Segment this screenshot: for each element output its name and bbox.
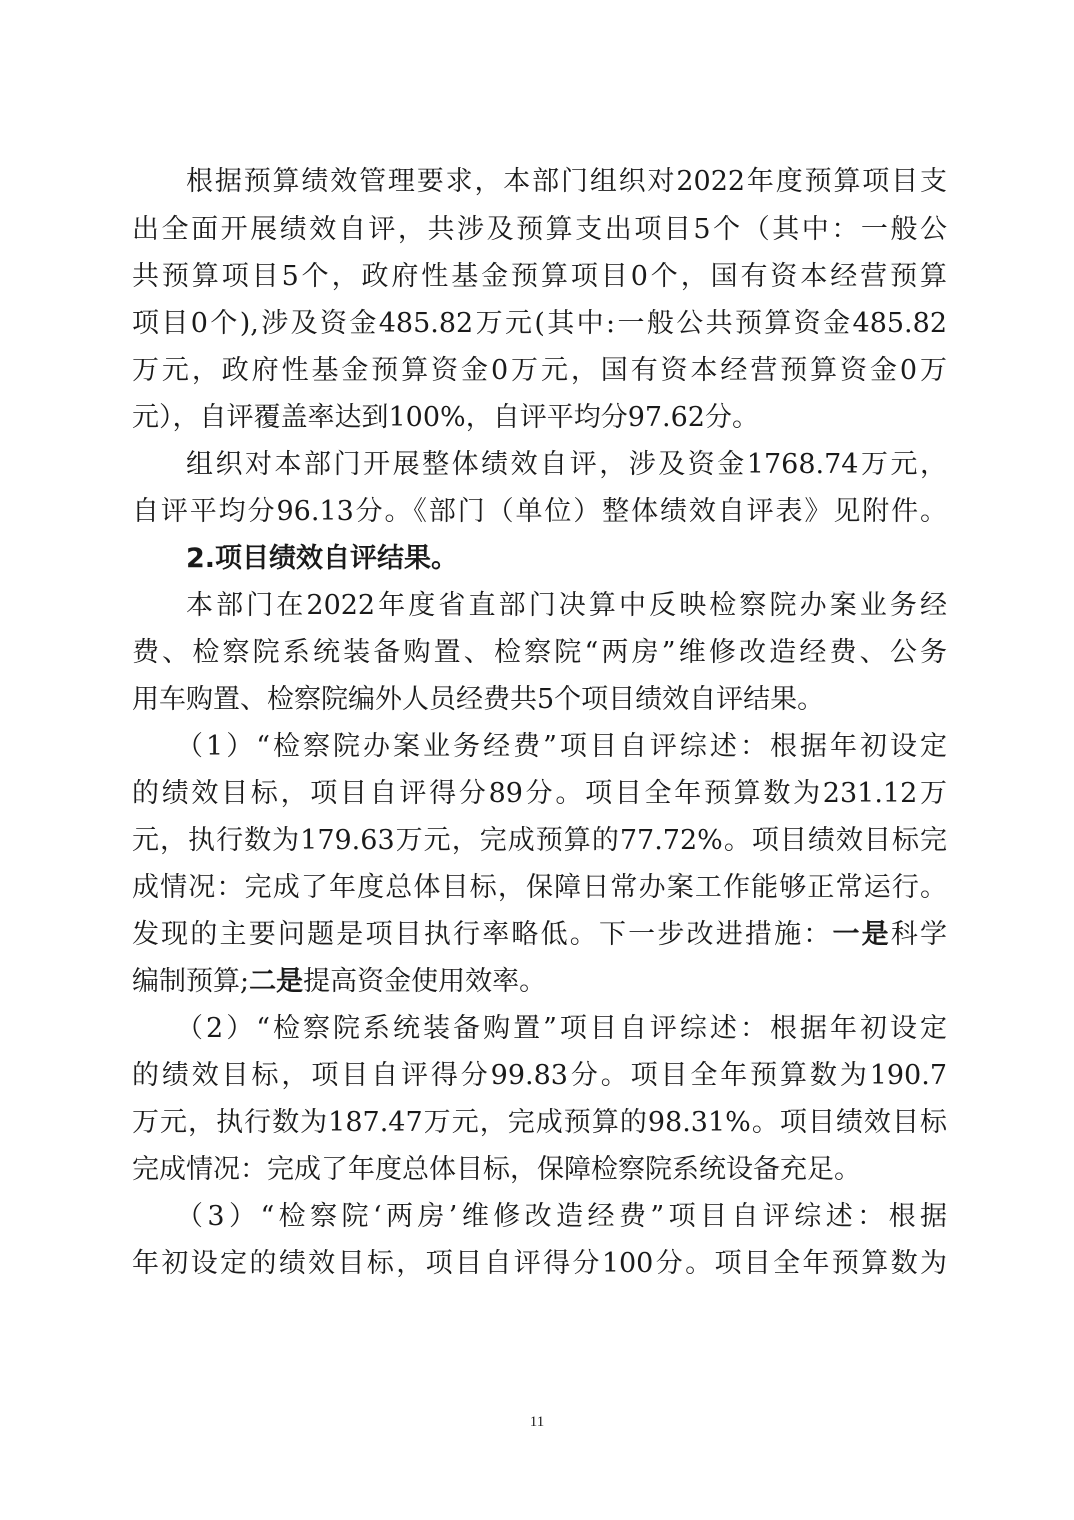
text-line: 本部门在2022年度省直部门决算中反映检察院办案业务经 (186, 590, 947, 621)
text-line: 的绩效目标，项目自评得分89分。项目全年预算数为231.12万 (132, 778, 947, 809)
text-line: 万元，执行数为187.47万元，完成预算的98.31%。项目绩效目标 (132, 1107, 947, 1138)
text-segment: 发现的主要问题是项目执行率略低。下一步改进措施： (132, 919, 833, 950)
text-line: （1）“检察院办案业务经费”项目自评综述：根据年初设定 (176, 731, 947, 762)
section-heading: 2.项目绩效自评结果。 (186, 543, 459, 574)
text-segment: 提高资金使用效率。 (303, 966, 547, 997)
text-line: 费、检察院系统装备购置、检察院“两房”维修改造经费、公务 (132, 637, 947, 668)
text-segment: 科学 (890, 919, 947, 950)
text-line: 出全面开展绩效自评，共涉及预算支出项目5个（其中：一般公 (132, 214, 947, 245)
text-line: 元），自评覆盖率达到100%，自评平均分97.62分。 (132, 402, 759, 433)
text-line: （2）“检察院系统装备购置”项目自评综述：根据年初设定 (176, 1013, 947, 1044)
text-line: 用车购置、检察院编外人员经费共5个项目绩效自评结果。 (132, 684, 825, 715)
text-line: 共预算项目5个，政府性基金预算项目0个，国有资本经营预算 (132, 261, 947, 292)
text-line (132, 962, 947, 1002)
bold-text-segment: 一是 (832, 919, 891, 950)
page-number: 11 (529, 1414, 545, 1430)
bold-text-segment: 二是 (249, 966, 304, 997)
text-line: 成情况：完成了年度总体目标，保障日常办案工作能够正常运行。 (132, 872, 947, 903)
text-line: 组织对本部门开展整体绩效自评，涉及资金1768.74万元， (186, 449, 947, 480)
text-line: 元，执行数为179.63万元，完成预算的77.72%。项目绩效目标完 (132, 825, 947, 856)
text-segment: 编制预算; (132, 966, 250, 997)
text-line: 年初设定的绩效目标，项目自评得分100分。项目全年预算数为 (132, 1248, 947, 1279)
text-line: 项目0个),涉及资金485.82万元(其中:一般公共预算资金485.82 (132, 308, 947, 339)
text-line: 自评平均分96.13分。《部门（单位）整体绩效自评表》见附件。 (132, 496, 947, 527)
text-line: 完成情况：完成了年度总体目标，保障检察院系统设备充足。 (132, 1154, 861, 1185)
text-line: 万元，政府性基金预算资金0万元，国有资本经营预算资金0万 (132, 355, 947, 386)
text-line (132, 915, 947, 955)
text-line: （3）“检察院‘两房’维修改造经费”项目自评综述：根据 (176, 1201, 947, 1232)
text-line: 根据预算绩效管理要求，本部门组织对2022年度预算项目支 (186, 166, 947, 197)
text-line: 的绩效目标，项目自评得分99.83分。项目全年预算数为190.7 (132, 1060, 947, 1091)
